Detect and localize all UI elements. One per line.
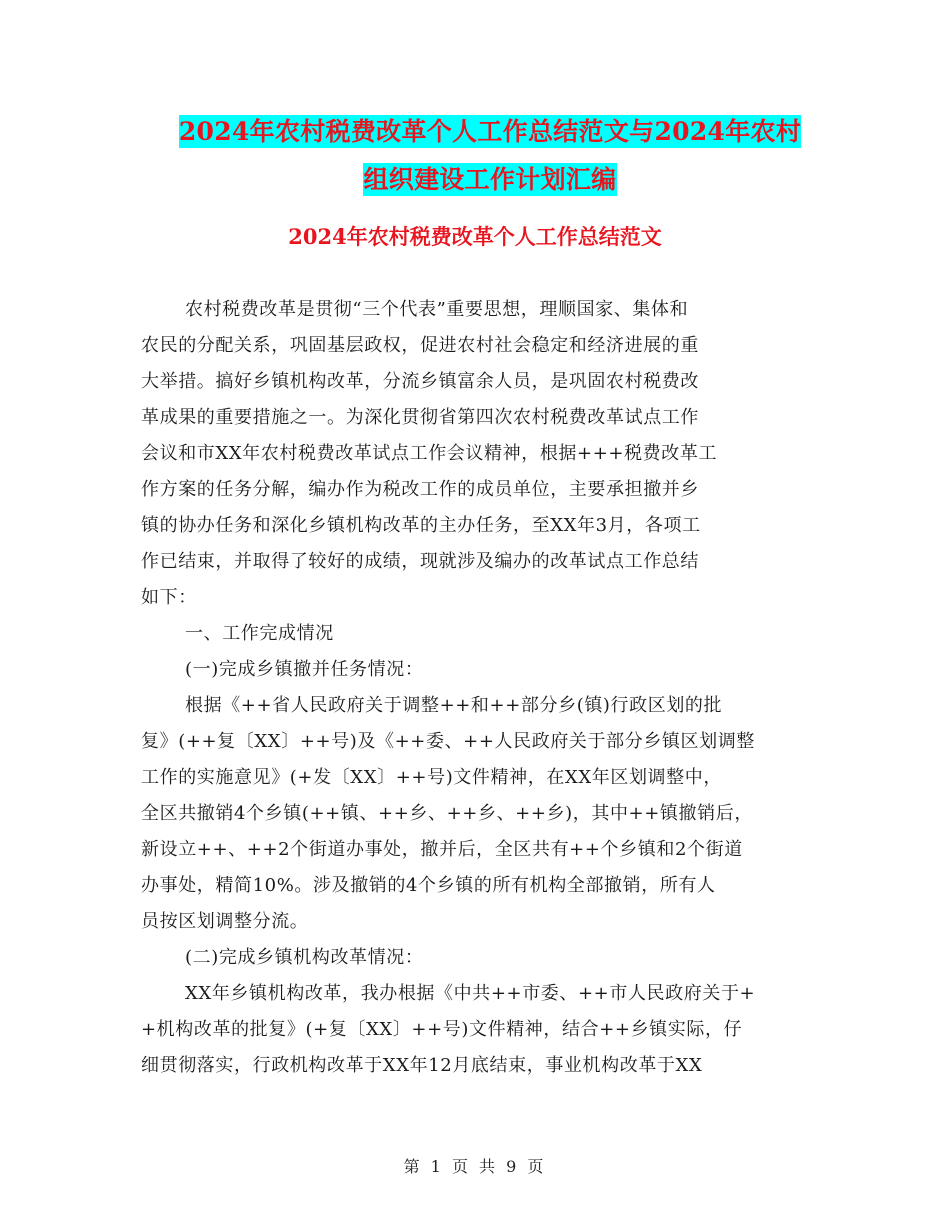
body-line: XX年乡镇机构改革，我办根据《中共++市委、++市人民政府关于+ xyxy=(185,983,756,1004)
body-line: 作方案的任务分解，编办作为税改工作的成员单位，主要承担撤并乡 xyxy=(141,479,699,500)
section-title: 2024年农村税费改革个人工作总结范文 xyxy=(288,224,662,249)
body-line: 根据《++省人民政府关于调整++和++部分乡(镇)行政区划的批 xyxy=(185,695,723,716)
body-line: 农民的分配关系，巩固基层政权，促进农村社会稳定和经济进展的重 xyxy=(141,335,699,356)
body-line: 会议和市XX年农村税费改革试点工作会议精神，根据+++税费改革工 xyxy=(141,443,718,464)
document-title xyxy=(140,108,840,204)
body-line: 农村税费改革是贯彻“三个代表”重要思想，理顺国家、集体和 xyxy=(185,299,689,320)
body-line: 大举措。搞好乡镇机构改革，分流乡镇富余人员，是巩固农村税费改 xyxy=(141,371,699,392)
document-body xyxy=(141,292,813,1084)
body-line: 作已结束，并取得了较好的成绩，现就涉及编办的改革试点工作总结 xyxy=(141,551,699,572)
body-line: 镇的协办任务和深化乡镇机构改革的主办任务，至XX年3月，各项工 xyxy=(141,515,701,536)
body-line: 全区共撤销4个乡镇(++镇、++乡、++乡、++乡)，其中++镇撤销后， xyxy=(141,803,753,824)
body-line: 如下： xyxy=(141,587,197,608)
body-line: 革成果的重要措施之一。为深化贯彻省第四次农村税费改革试点工作 xyxy=(141,407,699,428)
body-line: 复》(++复〔XX〕++号)及《++委、++人民政府关于部分乡镇区划调整 xyxy=(141,731,755,752)
body-line: 工作的实施意见》(+发〔XX〕++号)文件精神，在XX年区划调整中， xyxy=(141,767,722,788)
body-line: 办事处，精简10%。涉及撤销的4个乡镇的所有机构全部撤销，所有人 xyxy=(141,875,716,896)
body-line: 员按区划调整分流。 xyxy=(141,911,309,932)
document-title-line-2: 组织建设工作计划汇编 xyxy=(363,165,617,194)
body-line: +机构改革的批复》(+复〔XX〕++号)文件精神，结合++乡镇实际，仔 xyxy=(141,1019,743,1040)
subheading-line: (一)完成乡镇撤并任务情况： xyxy=(185,659,424,680)
heading-line: 一、工作完成情况 xyxy=(185,623,334,644)
page-number-footer: 第 1 页 共 9 页 xyxy=(403,1157,547,1176)
body-line: 细贯彻落实，行政机构改革于XX年12月底结束，事业机构改革于XX xyxy=(141,1055,703,1076)
subheading-line: (二)完成乡镇机构改革情况： xyxy=(185,947,424,968)
body-line: 新设立++、++2个街道办事处，撤并后，全区共有++个乡镇和2个街道 xyxy=(141,839,743,860)
document-title-line-1: 2024年农村税费改革个人工作总结范文与2024年农村 xyxy=(178,117,802,146)
